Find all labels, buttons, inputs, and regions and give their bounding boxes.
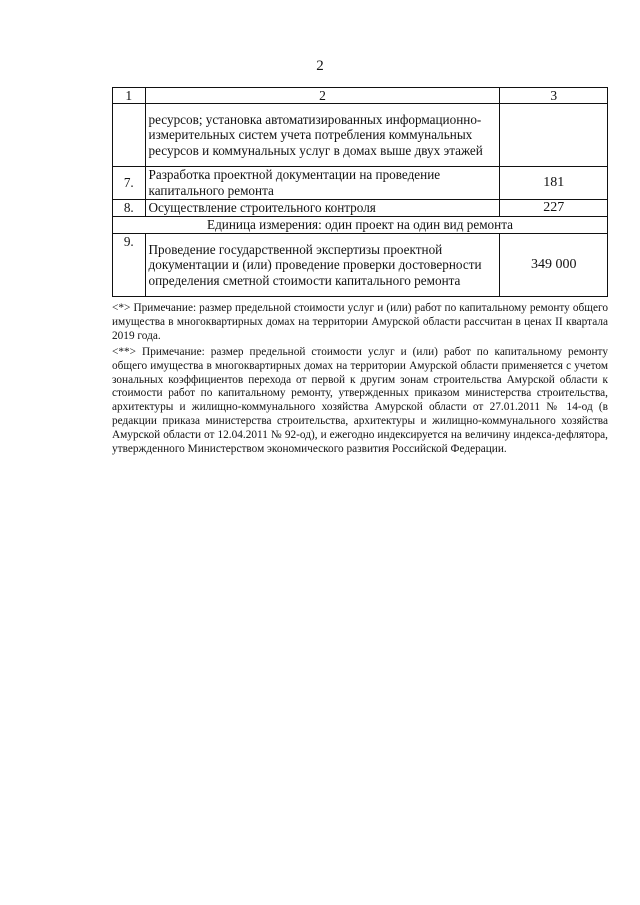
header-col-3: 3 [500,88,608,104]
row-name: Разработка проектной документации на проведение капитального ремонта [145,167,500,200]
cost-table [112,87,608,297]
note-1: <*> Примечание: размер предельной стоимости услуг и (или) работ по капитальному ремонту общего имущества в многоквартирных домах на территории Амурской области рассчитан в ценах II квартала 2019 года. [112,302,608,342]
row-name: Осуществление строительного контроля [145,200,500,217]
table-row [113,167,608,200]
header-col-1: 1 [113,88,146,104]
row-value: 227 [500,200,608,217]
row-number: 7. [113,167,146,200]
row-value: 181 [500,167,608,200]
table-header-row [113,88,608,104]
row-name: ресурсов; установка автоматизированных информационно-измерительных систем учета потребления коммунальных ресурсов и коммунальных услуг в домах выше двух этажей [145,104,500,167]
row-value: 349 000 [500,234,608,297]
row-value [500,104,608,167]
section-title: Единица измерения: один проект на один вид ремонта [113,217,608,234]
header-col-2: 2 [145,88,500,104]
row-number: 8. [113,200,146,217]
row-name: Проведение государственной экспертизы проектной документации и (или) проведение проверки достоверности определения сметной стоимости капитального ремонта [145,234,500,297]
table-row [113,104,608,167]
table-section-row [113,217,608,234]
row-number: 9. [113,234,146,297]
page-number: 2 [316,58,324,74]
table-row [113,234,608,297]
notes-section [112,302,608,459]
row-number [113,104,146,167]
table-row [113,200,608,217]
note-2: <**> Примечание: размер предельной стоимости услуг и (или) работ по капитальному ремонту общего имущества в многоквартирных домах на территории Амурской области применяется с учетом зональных коэффициентов перехода от первой к другим зонам строительства Амурской области к стоимости работ по капитальному ремонту, утвержденных приказом министерства строительства, архитектуры и жилищно-коммунального хозяйства Амурской области от 27.01.2011 № 14-од (в редакции приказа министерства строительства, архитектуры и жилищно-коммунального хозяйства Амурской области от 12.04.2011 № 92-од), и ежегодно индексируется на величину индекса-дефлятора, утвержденного Министерством экономического развития Российской Федерации. [112,345,608,456]
